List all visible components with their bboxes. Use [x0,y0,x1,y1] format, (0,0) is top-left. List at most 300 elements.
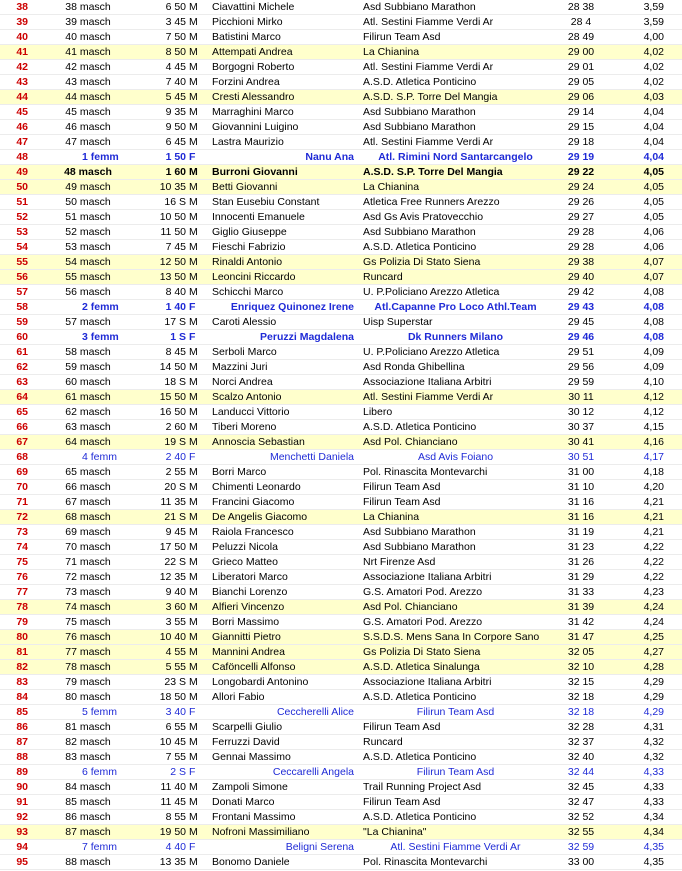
team-cell: A.S.D. Atletica Ponticino [363,751,477,763]
team-cell: Filirun Team Asd [416,766,495,778]
category-class-cell: 4 40 [165,841,186,853]
category-class-cell: 4 45 [165,61,186,73]
pace-cell: 4,16 [643,436,664,448]
athlete-name-cell: Allori Fabio [212,691,265,703]
sex-cell: M [189,511,198,523]
category-class-cell: 3 40 [165,706,186,718]
time-cell: 32 40 [567,751,595,763]
athlete-name-cell: Enriquez Quinonez Irene [230,301,354,313]
sex-cell: M [189,571,198,583]
team-cell: Asd Subbiano Marathon [363,526,476,538]
athlete-name-cell: Serboli Marco [212,346,277,358]
position-cell: 56 [16,271,28,283]
table-row [0,75,682,90]
table-row [0,780,682,795]
pace-cell: 4,05 [643,211,664,223]
time-cell: 28 49 [567,31,595,43]
category-rank-cell: 6 femm [82,766,118,778]
time-cell: 31 16 [567,496,595,508]
athlete-name-cell: Ciavattini Michele [212,1,295,13]
category-class-cell: 9 45 [165,526,186,538]
team-cell: S.S.D.S. Mens Sana In Corpore Sano [363,631,540,643]
time-cell: 29 14 [567,106,595,118]
team-cell: Asd Pol. Chianciano [363,436,458,448]
team-cell: A.S.D. S.P. Torre Del Mangia [363,166,503,178]
table-row [0,120,682,135]
athlete-name-cell: Schicchi Marco [212,286,284,298]
time-cell: 32 55 [567,826,595,838]
pace-cell: 4,29 [643,691,664,703]
team-cell: Asd Subbiano Marathon [363,106,476,118]
pace-cell: 4,25 [643,631,664,643]
table-row [0,240,682,255]
sex-cell: M [189,691,198,703]
team-cell: Nrt Firenze Asd [363,556,436,568]
position-cell: 67 [16,436,28,448]
category-class-cell: 5 55 [165,661,186,673]
time-cell: 30 11 [568,391,594,403]
sex-cell: F [189,301,196,313]
table-row [0,810,682,825]
category-class-cell: 9 40 [165,586,186,598]
category-rank-cell: 82 masch [65,736,111,748]
position-cell: 95 [16,856,28,868]
sex-cell: M [189,676,198,688]
category-class-cell: 20 S [164,481,186,493]
table-row [0,630,682,645]
time-cell: 30 41 [567,436,595,448]
pace-cell: 4,02 [643,61,664,73]
team-cell: Runcard [363,736,403,748]
time-cell: 29 26 [567,196,595,208]
category-class-cell: 3 45 [165,16,186,28]
position-cell: 61 [16,346,28,358]
time-cell: 31 19 [567,526,595,538]
table-row [0,540,682,555]
athlete-name-cell: Frontani Massimo [212,811,296,823]
table-row [0,180,682,195]
category-rank-cell: 87 masch [65,826,111,838]
category-class-cell: 7 50 [165,31,186,43]
time-cell: 29 42 [567,286,595,298]
table-row [0,660,682,675]
time-cell: 32 59 [567,841,595,853]
table-row [0,330,682,345]
category-class-cell: 8 55 [165,811,186,823]
time-cell: 32 47 [567,796,595,808]
athlete-name-cell: Caföncelli Alfonso [212,661,296,673]
position-cell: 72 [16,511,28,523]
sex-cell: M [189,601,198,613]
time-cell: 31 26 [567,556,595,568]
time-cell: 29 19 [567,151,595,163]
team-cell: Filirun Team Asd [363,796,441,808]
category-class-cell: 1 40 [165,301,186,313]
sex-cell: F [189,151,196,163]
sex-cell: M [189,1,198,13]
athlete-name-cell: Marraghini Marco [212,106,294,118]
position-cell: 69 [16,466,28,478]
sex-cell: M [189,496,198,508]
team-cell: A.S.D. Atletica Ponticino [363,691,477,703]
sex-cell: M [189,166,198,178]
sex-cell: M [189,106,198,118]
time-cell: 28 38 [567,1,595,13]
time-cell: 29 24 [567,181,595,193]
category-rank-cell: 3 femm [82,331,119,343]
position-cell: 43 [16,76,28,88]
table-row [0,150,682,165]
category-class-cell: 6 45 [165,136,186,148]
time-cell: 31 42 [567,616,595,628]
category-class-cell: 3 60 [165,601,186,613]
pace-cell: 4,29 [643,706,664,718]
category-class-cell: 6 50 [165,1,186,13]
category-rank-cell: 86 masch [65,811,111,823]
category-rank-cell: 73 masch [65,586,111,598]
pace-cell: 4,33 [643,781,664,793]
category-rank-cell: 51 masch [65,211,111,223]
category-class-cell: 10 40 [159,631,186,643]
sex-cell: F [189,331,196,343]
table-row [0,645,682,660]
table-row [0,735,682,750]
table-row [0,165,682,180]
pace-cell: 4,21 [643,511,664,523]
time-cell: 31 23 [567,541,595,553]
category-class-cell: 14 50 [159,361,186,373]
category-rank-cell: 61 masch [65,391,111,403]
table-row [0,465,682,480]
pace-cell: 4,07 [643,271,664,283]
table-row [0,675,682,690]
table-row [0,15,682,30]
table-row [0,855,682,870]
position-cell: 90 [16,781,28,793]
category-rank-cell: 88 masch [65,856,111,868]
time-cell: 32 05 [567,646,595,658]
sex-cell: F [189,706,196,718]
athlete-name-cell: Chimenti Leonardo [212,481,301,493]
category-class-cell: 4 55 [165,646,186,658]
team-cell: Gs Polizia Di Stato Siena [363,256,481,268]
team-cell: Filirun Team Asd [416,706,495,718]
team-cell: Asd Subbiano Marathon [363,1,476,13]
pace-cell: 3,59 [643,16,664,28]
sex-cell: M [189,721,198,733]
category-rank-cell: 5 femm [82,706,118,718]
category-class-cell: 16 50 [159,406,186,418]
athlete-name-cell: Giglio Giuseppe [212,226,287,238]
pace-cell: 4,20 [643,481,664,493]
pace-cell: 4,05 [643,181,664,193]
position-cell: 79 [16,616,28,628]
position-cell: 46 [16,121,28,133]
category-rank-cell: 60 masch [65,376,111,388]
athlete-name-cell: Burroni Giovanni [212,166,298,178]
sex-cell: M [189,226,198,238]
table-row [0,705,682,720]
category-class-cell: 11 35 [160,496,186,508]
position-cell: 87 [16,736,28,748]
time-cell: 29 28 [567,226,595,238]
sex-cell: M [189,181,198,193]
pace-cell: 4,24 [643,601,664,613]
team-cell: Asd Ronda Ghibellina [363,361,465,373]
team-cell: Asd Subbiano Marathon [363,121,476,133]
category-rank-cell: 68 masch [65,511,111,523]
table-row [0,0,682,15]
position-cell: 42 [16,61,28,73]
pace-cell: 4,34 [643,811,664,823]
sex-cell: M [189,811,198,823]
pace-cell: 4,08 [643,316,664,328]
pace-cell: 4,05 [643,166,664,178]
team-cell: La Chianina [363,181,420,193]
team-cell: La Chianina [363,511,420,523]
category-rank-cell: 2 femm [82,301,119,313]
athlete-name-cell: Fieschi Fabrizio [212,241,286,253]
team-cell: Filirun Team Asd [363,496,441,508]
athlete-name-cell: Ceccarelli Angela [272,766,354,778]
table-row [0,375,682,390]
sex-cell: M [189,376,198,388]
table-row [0,480,682,495]
position-cell: 70 [16,481,28,493]
position-cell: 63 [16,376,28,388]
time-cell: 32 15 [567,676,595,688]
sex-cell: M [189,421,198,433]
position-cell: 84 [16,691,28,703]
category-class-cell: 11 40 [160,781,186,793]
pace-cell: 4,12 [643,391,664,403]
time-cell: 31 10 [567,481,595,493]
table-row [0,615,682,630]
category-rank-cell: 57 masch [65,316,111,328]
category-rank-cell: 65 masch [65,466,111,478]
athlete-name-cell: Peruzzi Magdalena [260,331,354,343]
sex-cell: M [189,781,198,793]
position-cell: 80 [16,631,28,643]
sex-cell: M [189,271,198,283]
category-rank-cell: 38 masch [65,1,111,13]
team-cell: Atl.Capanne Pro Loco Athl.Team [374,301,537,313]
category-class-cell: 19 50 [159,826,186,838]
sex-cell: M [189,121,198,133]
time-cell: 31 16 [567,511,595,523]
category-rank-cell: 1 femm [82,151,119,163]
category-rank-cell: 83 masch [65,751,111,763]
time-cell: 32 45 [567,781,595,793]
category-rank-cell: 59 masch [65,361,111,373]
team-cell: Atl. Sestini Fiamme Verdi Ar [363,61,494,73]
pace-cell: 3,59 [643,1,664,13]
category-rank-cell: 56 masch [65,286,111,298]
pace-cell: 4,04 [643,106,664,118]
time-cell: 29 22 [567,166,595,178]
team-cell: Pol. Rinascita Montevarchi [363,466,488,478]
athlete-name-cell: Ferruzzi David [212,736,280,748]
position-cell: 44 [16,91,28,103]
athlete-name-cell: Nofroni Massimiliano [212,826,310,838]
category-class-cell: 21 S [164,511,186,523]
category-rank-cell: 39 masch [65,16,111,28]
team-cell: La Chianina [363,46,420,58]
table-row [0,345,682,360]
athlete-name-cell: Leoncini Riccardo [212,271,296,283]
athlete-name-cell: Forzini Andrea [212,76,280,88]
time-cell: 31 47 [567,631,595,643]
sex-cell: M [189,16,198,28]
pace-cell: 4,06 [643,226,664,238]
team-cell: Atl. Sestini Fiamme Verdi Ar [363,16,494,28]
position-cell: 45 [16,106,28,118]
position-cell: 75 [16,556,28,568]
pace-cell: 4,02 [643,76,664,88]
athlete-name-cell: Scalzo Antonio [212,391,282,403]
position-cell: 50 [16,181,28,193]
athlete-name-cell: Longobardi Antonino [212,676,309,688]
team-cell: A.S.D. Atletica Ponticino [363,241,477,253]
athlete-name-cell: Bianchi Lorenzo [212,586,288,598]
pace-cell: 4,22 [643,571,664,583]
team-cell: A.S.D. Atletica Ponticino [363,76,477,88]
table-row [0,720,682,735]
pace-cell: 4,32 [643,736,664,748]
athlete-name-cell: Giovannini Luigino [212,121,299,133]
category-rank-cell: 69 masch [65,526,111,538]
athlete-name-cell: Betti Giovanni [212,181,278,193]
team-cell: Asd Pol. Chianciano [363,601,458,613]
athlete-name-cell: Lastra Maurizio [212,136,284,148]
time-cell: 32 52 [567,811,595,823]
sex-cell: M [189,346,198,358]
team-cell: Atletica Free Runners Arezzo [363,196,500,208]
category-rank-cell: 41 masch [65,46,111,58]
position-cell: 54 [16,241,28,253]
table-row [0,750,682,765]
athlete-name-cell: Donati Marco [212,796,275,808]
category-class-cell: 10 50 [159,211,186,223]
sex-cell: M [189,91,198,103]
sex-cell: M [189,556,198,568]
pace-cell: 4,15 [643,421,664,433]
position-cell: 53 [16,226,28,238]
table-row [0,690,682,705]
team-cell: Associazione Italiana Arbitri [363,571,492,583]
category-class-cell: 1 60 [165,166,186,178]
category-rank-cell: 50 masch [65,196,111,208]
table-row [0,210,682,225]
category-class-cell: 13 35 [159,856,186,868]
table-row [0,585,682,600]
position-cell: 49 [16,166,28,178]
time-cell: 33 00 [567,856,595,868]
sex-cell: M [189,256,198,268]
table-row [0,225,682,240]
time-cell: 28 4 [570,16,592,28]
time-cell: 29 06 [567,91,595,103]
athlete-name-cell: Mannini Andrea [212,646,285,658]
athlete-name-cell: Stan Eusebiu Constant [212,196,320,208]
category-rank-cell: 43 masch [65,76,111,88]
team-cell: A.S.D. Atletica Ponticino [363,421,477,433]
position-cell: 82 [16,661,28,673]
sex-cell: M [189,211,198,223]
position-cell: 55 [16,256,28,268]
sex-cell: M [189,436,198,448]
position-cell: 51 [16,196,28,208]
category-class-cell: 16 S [164,196,186,208]
sex-cell: M [189,856,198,868]
pace-cell: 4,33 [643,766,664,778]
sex-cell: M [189,316,198,328]
sex-cell: M [189,541,198,553]
category-class-cell: 8 45 [165,346,186,358]
pace-cell: 4,22 [643,541,664,553]
category-rank-cell: 74 masch [65,601,111,613]
table-row [0,195,682,210]
table-row [0,435,682,450]
athlete-name-cell: Giannitti Pietro [212,631,281,643]
pace-cell: 4,32 [643,751,664,763]
pace-cell: 4,09 [643,346,664,358]
position-cell: 62 [16,361,28,373]
category-class-cell: 17 S [164,316,186,328]
category-class-cell: 7 45 [165,241,186,253]
table-row [0,405,682,420]
sex-cell: M [189,61,198,73]
time-cell: 30 12 [567,406,595,418]
athlete-name-cell: Bonomo Daniele [212,856,290,868]
athlete-name-cell: Borri Massimo [212,616,280,628]
team-cell: Dk Runners Milano [407,331,504,343]
pace-cell: 4,00 [643,31,664,43]
table-row [0,30,682,45]
category-rank-cell: 4 femm [82,451,118,463]
time-cell: 31 29 [567,571,595,583]
table-row [0,795,682,810]
athlete-name-cell: Francini Giacomo [212,496,295,508]
position-cell: 89 [16,766,28,778]
table-row [0,420,682,435]
category-class-cell: 13 50 [159,271,186,283]
team-cell: Uisp Superstar [363,316,433,328]
position-cell: 94 [16,841,28,853]
pace-cell: 4,21 [643,526,664,538]
table-row [0,525,682,540]
category-rank-cell: 66 masch [65,481,111,493]
pace-cell: 4,22 [643,556,664,568]
sex-cell: F [189,451,196,463]
time-cell: 29 05 [567,76,595,88]
position-cell: 74 [16,541,28,553]
category-rank-cell: 7 femm [82,841,118,853]
pace-cell: 4,29 [643,676,664,688]
category-class-cell: 17 50 [159,541,186,553]
category-rank-cell: 84 masch [65,781,111,793]
position-cell: 81 [16,646,28,658]
position-cell: 91 [16,796,28,808]
athlete-name-cell: Borri Marco [212,466,267,478]
category-rank-cell: 77 masch [65,646,111,658]
category-class-cell: 12 35 [159,571,186,583]
position-cell: 52 [16,211,28,223]
team-cell: Atl. Sestini Fiamme Verdi Ar [363,391,494,403]
athlete-name-cell: Liberatori Marco [212,571,288,583]
position-cell: 59 [16,316,28,328]
category-rank-cell: 81 masch [65,721,111,733]
